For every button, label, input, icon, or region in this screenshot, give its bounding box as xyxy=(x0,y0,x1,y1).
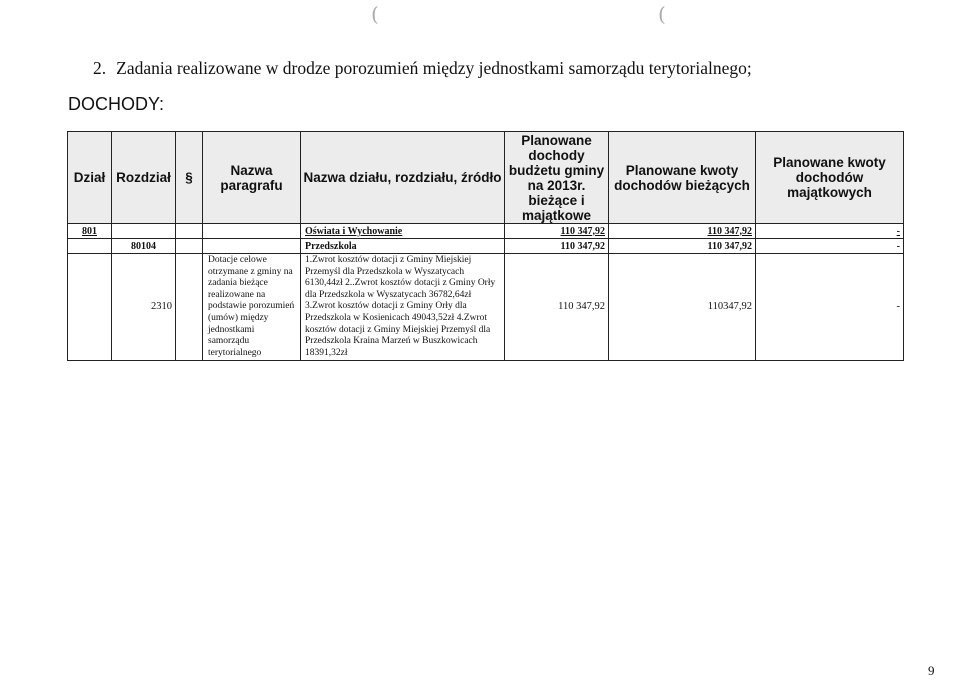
cell-empty xyxy=(176,254,203,361)
cell-rozdzial-majatkowe: - xyxy=(756,239,904,254)
header-planowane-dochody: Planowane dochody budżetu gminy na 2013r. bieżące i majątkowe xyxy=(505,132,609,224)
decorative-paren-right: ( xyxy=(658,2,666,26)
cell-paragraf-planowane: 110 347,92 xyxy=(505,254,609,361)
table-header-row xyxy=(68,132,904,224)
table-row-paragraf xyxy=(68,254,904,361)
cell-empty xyxy=(68,239,112,254)
cell-paragraf-majatkowe: - xyxy=(756,254,904,361)
cell-dzial-nazwa: Oświata i Wychowanie xyxy=(301,224,505,239)
cell-empty xyxy=(112,224,176,239)
header-dochody-majatkowe: Planowane kwoty dochodów majątkowych xyxy=(756,132,904,224)
cell-rozdzial-nazwa: Przedszkola xyxy=(301,239,505,254)
cell-dzial-majatkowe: - xyxy=(756,224,904,239)
cell-dzial-number: 801 xyxy=(68,224,112,239)
cell-rozdzial-number: 80104 xyxy=(112,239,176,254)
header-dzial: Dział xyxy=(68,132,112,224)
cell-dzial-planowane: 110 347,92 xyxy=(505,224,609,239)
cell-rozdzial-biezace: 110 347,92 xyxy=(609,239,756,254)
decorative-paren-left: ( xyxy=(371,2,379,26)
cell-empty xyxy=(176,224,203,239)
cell-paragraf-nazwa: Dotacje celowe otrzymane z gminy na zadania bieżące realizowane na podstawie porozumień (umów) między jednostkami samorządu terytorialnego xyxy=(203,254,301,361)
cell-paragraf-number: 2310 xyxy=(112,254,176,361)
table-row-dzial xyxy=(68,224,904,239)
cell-paragraf-zrodlo: 1.Zwrot kosztów dotacji z Gminy Miejskiej Przemyśl dla Przedszkola w Wyszatycach 6130,44zł 2..Zwrot kosztów dotacji z Gminy Orły dla Przedszkola w Wyszatycach 36782,64zł 3.Zwrot kosztów dotacji z Gminy Orły dla Przedszkola w Kosienicach 49043,52zł 4.Zwrot kosztów dotacji z Gminy Miejskiej Przemyśl dla Przedszkola Kraina Marzeń w Buszkowicach 18391,32zł xyxy=(301,254,505,361)
section-title: DOCHODY: xyxy=(68,94,165,114)
cell-dzial-biezace: 110 347,92 xyxy=(609,224,756,239)
header-paragraf-symbol: § xyxy=(176,132,203,224)
cell-rozdzial-planowane: 110 347,92 xyxy=(505,239,609,254)
cell-empty xyxy=(68,254,112,361)
header-dochody-biezace: Planowane kwoty dochodów bieżących xyxy=(609,132,756,224)
heading-text: Zadania realizowane w drodze porozumień między jednostkami samorządu terytorialnego; xyxy=(116,58,752,78)
cell-empty xyxy=(203,224,301,239)
header-nazwa-paragrafu: Nazwa paragrafu xyxy=(203,132,301,224)
cell-empty xyxy=(203,239,301,254)
table-row-rozdzial xyxy=(68,239,904,254)
header-rozdzial: Rozdział xyxy=(112,132,176,224)
header-nazwa-dzialu: Nazwa działu, rozdziału, źródło xyxy=(301,132,505,224)
section-heading xyxy=(93,58,752,79)
page-number: 9 xyxy=(928,663,935,678)
cell-paragraf-biezace: 110347,92 xyxy=(609,254,756,361)
revenue-table xyxy=(67,131,904,361)
heading-number: 2. xyxy=(93,58,107,78)
cell-empty xyxy=(176,239,203,254)
